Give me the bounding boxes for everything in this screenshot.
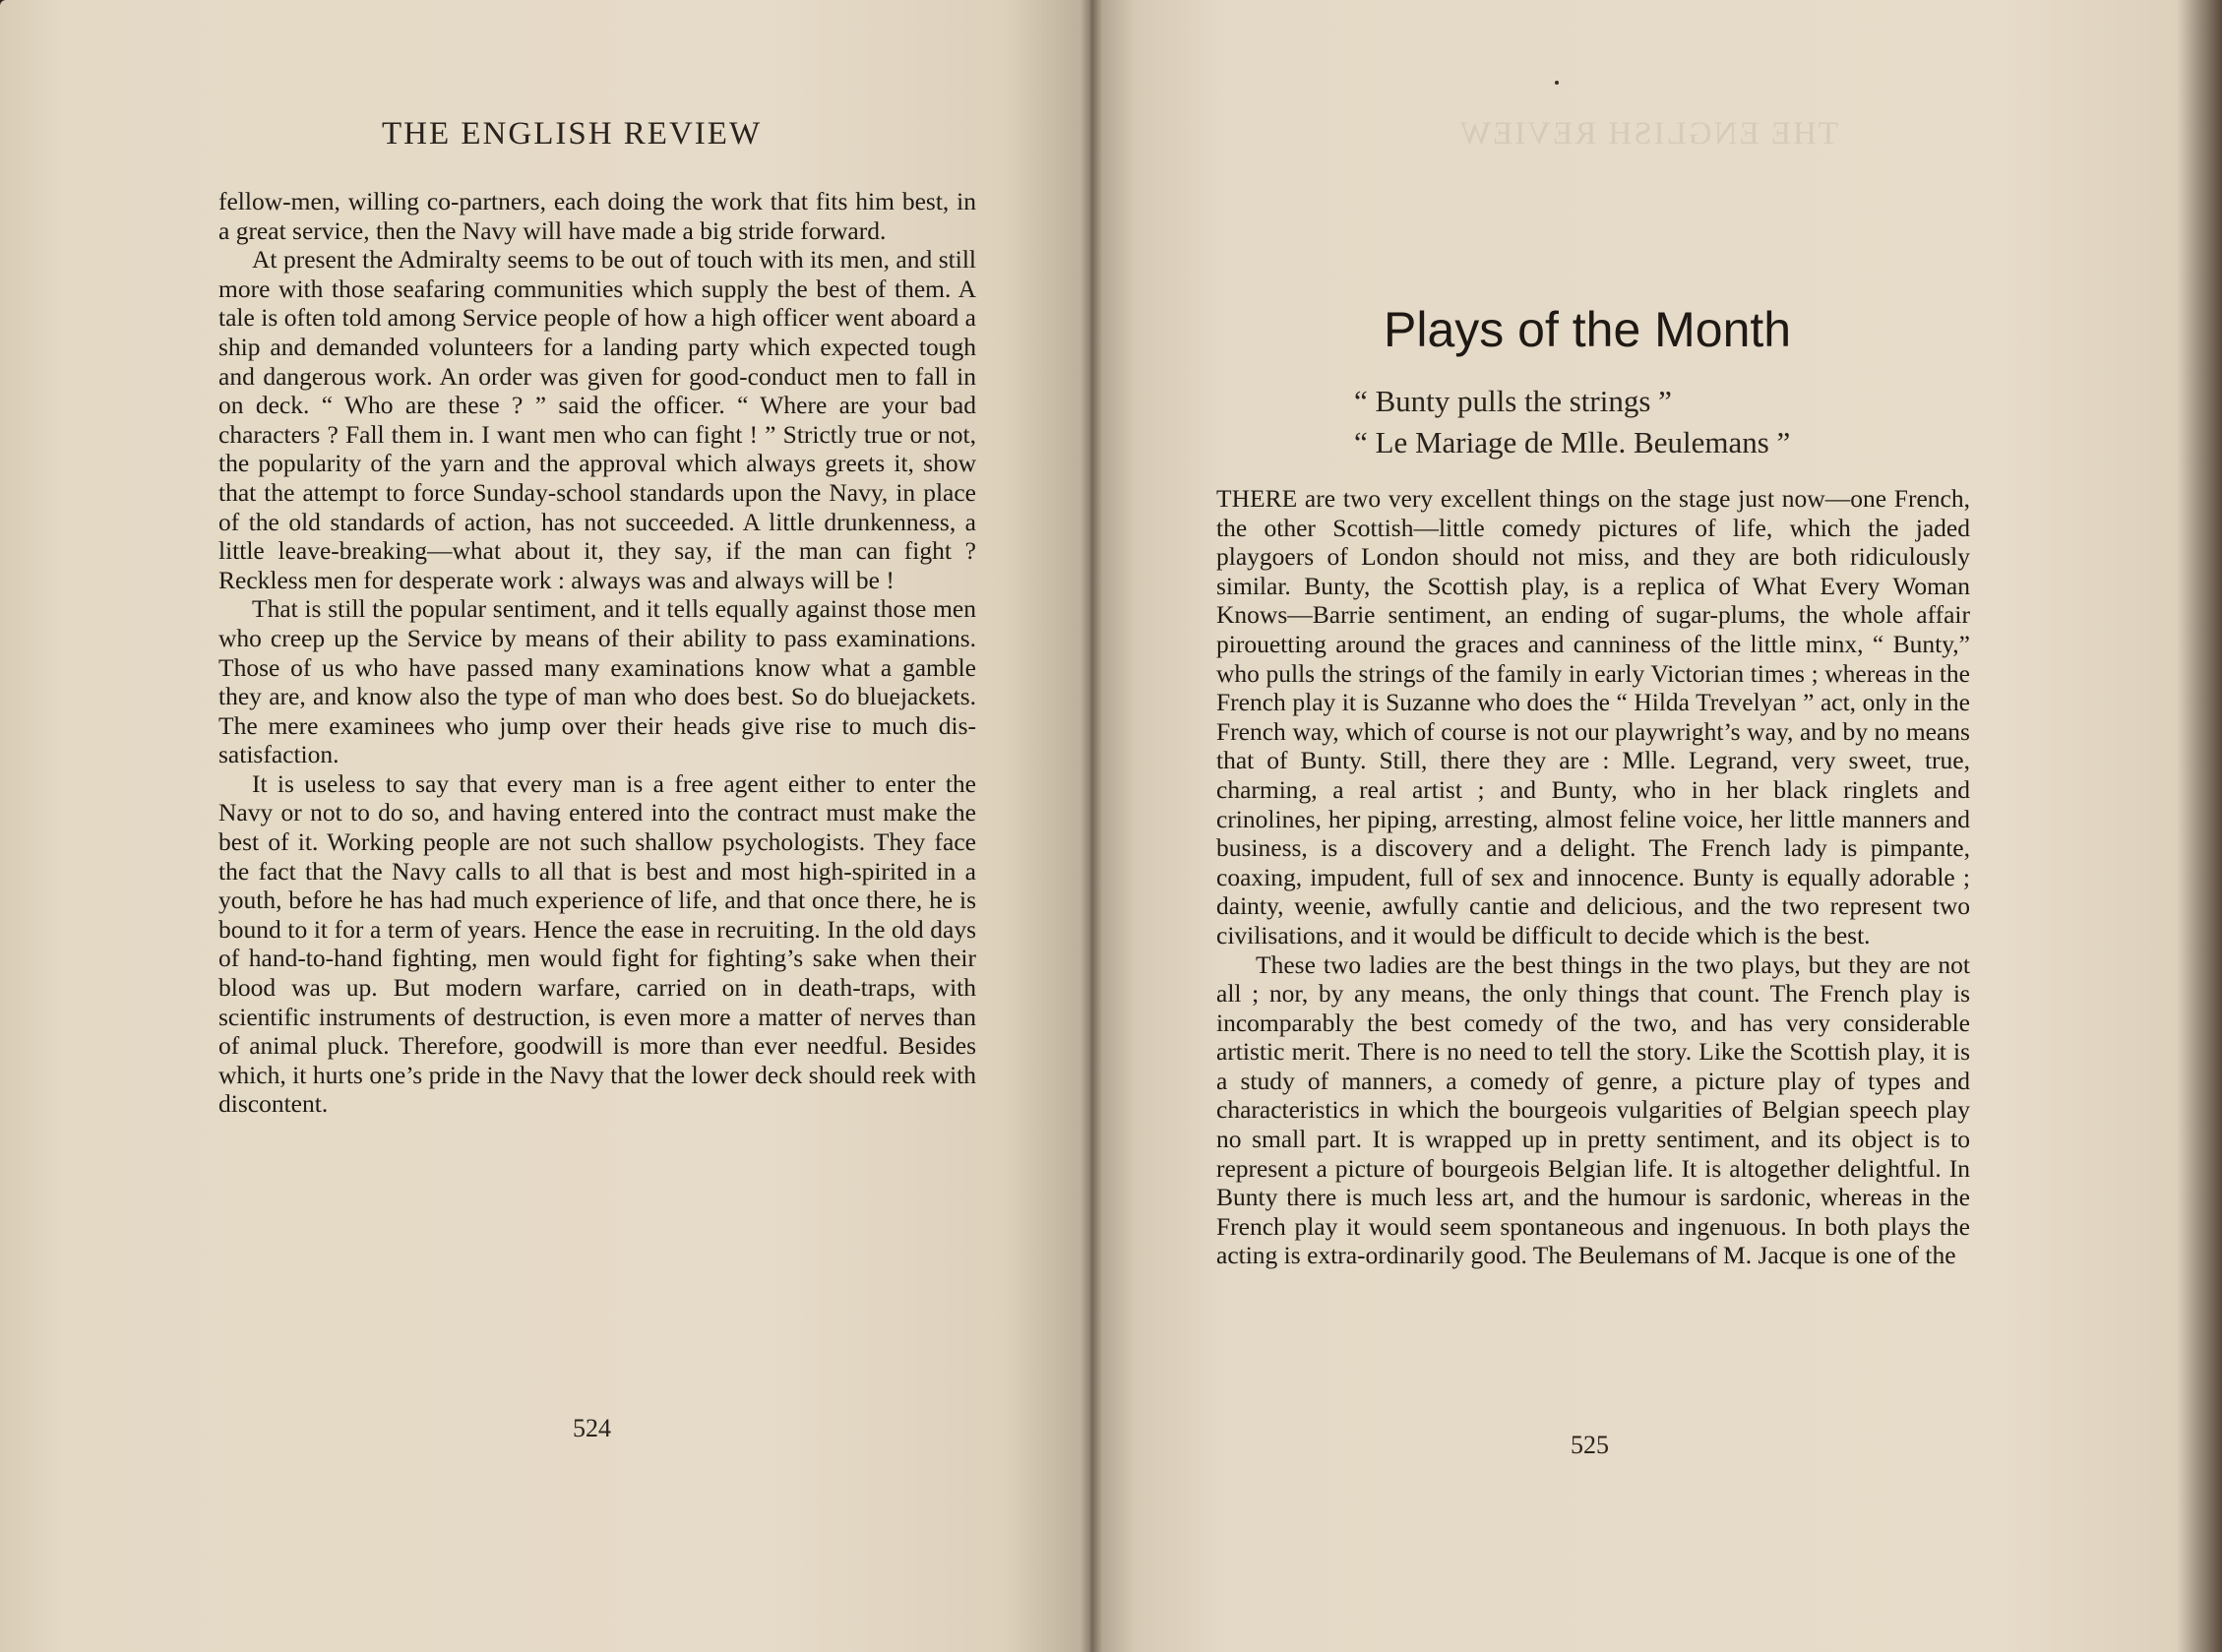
paragraph: That is still the popular sentiment, and it tells equally against those men who creep up the Service by means of their ability to pass examinations. Those of us who have passed many examinations know what a gamble they are, and know also the type of man who does best. So do bluejackets. The mere examinees who jump over their heads give rise to much dis-satisfaction. [218, 594, 976, 769]
left-body-text [218, 187, 976, 1119]
page-number: 524 [573, 1414, 611, 1442]
right-body-text [1216, 484, 1970, 1270]
paragraph: At present the Admiralty seems to be out of touch with its men, and still more with those seafaring communities which supply the best of them. A tale is often told among Service people of how a high officer went aboard a ship and demanded volunteers for a landing party which expected tough and dangerous work. An order was given for good-conduct men to fall in on deck. “ Who are these ? ” said the officer. “ Where are your bad characters ? Fall them in. I want men who can fight ! ” Strictly true or not, the popularity of the yarn and the approval which always greets it, show that the attempt to force Sunday-school standards upon the Navy, in place of the old standards of action, has not succeeded. A little drunkenness, a little leave-breaking—what about it, they say, if the man can fight ? Reckless men for desperate work : always was and always will be ! [218, 245, 976, 594]
paragraph: THERE are two very excellent things on the stage just now—one French, the other Scottish—little comedy pictures of life, which the jaded playgoers of London should not miss, and they are both ridiculously similar. Bunty, the Scottish play, is a replica of What Every Woman Knows—Barrie sentiment, an ending of sugar-plums, the whole affair pirouetting around the graces and canniness of the little minx, “ Bunty,” who pulls the strings of the family in early Victorian times ; whereas in the French play it is Suzanne who does the “ Hilda Trevelyan ” act, only in the French way, which of course is not our playwright’s way, and by no means that of Bunty. Still, there they are : Mlle. Legrand, very sweet, true, charming, a real artist ; and Bunty, who in her black ringlets and crinolines, her piping, arresting, almost feline voice, her little manners and business, is a discovery and a delight. The French lady is pimpante, coaxing, impudent, full of sex and innocence. Bunty is equally adorable ; dainty, weenie, awfully cantie and delicious, and the two represent two civilisations, and it would be difficult to decide which is the best. [1216, 484, 1970, 949]
article-subtitle: “ Le Mariage de Mlle. Beulemans ” [1354, 425, 1791, 459]
paragraph: It is useless to say that every man is a free agent either to enter the Navy or not to do so, and having entered into the contract must make the best of it. Working people are not such shallow psychologists. They face the fact that the Navy calls to all that is best and most high-spirited in a youth, before he has had much experience of life, and that once there, he is bound to it for a term of years. Hence the ease in recruiting. In the old days of hand-to-hand fighting, men would fight for fighting’s sake when their blood was up. But modern warfare, carried on in death-traps, with scientific instruments of destruction, is even more a matter of nerves than of animal pluck. Therefore, goodwill is more than ever needful. Besides which, it hurts one’s pride in the Navy that the lower deck should reek with discontent. [218, 768, 976, 1119]
left-page [0, 0, 1090, 1652]
running-head: THE ENGLISH REVIEW [382, 116, 763, 152]
article-title: Plays of the Month [1384, 302, 1792, 357]
book-gutter [1080, 0, 1102, 1652]
paper-speck [1555, 81, 1559, 85]
show-through-running-head: THE ENGLISH REVIEW [1457, 116, 1838, 152]
paragraph: These two ladies are the best things in the two plays, but they are not all ; nor, by any means, the only things that count. The French play is incomparably the best comedy of the two, and has very considerable artistic merit. There is no need to tell the story. Like the Scottish play, it is a study of manners, a comedy of genre, a picture play of types and characteristics in which the bourgeois vulgarities of Belgian speech play no small part. It is wrapped up in pretty sentiment, and its object is to represent a picture of bourgeois Belgian life. It is altogether delightful. In Bunty there is much less art, and the humour is sardonic, whereas in the French play it would seem spontaneous and ingenuous. In both plays the acting is extra-ordinarily good. The Beulemans of M. Jacque is one of the [1216, 949, 1970, 1270]
article-subtitle: “ Bunty pulls the strings ” [1354, 384, 1672, 418]
paragraph: fellow-men, willing co-partners, each doing the work that fits him best, in a great service, then the Navy will have made a big stride forward. [218, 187, 976, 245]
page-number: 525 [1571, 1431, 1609, 1459]
